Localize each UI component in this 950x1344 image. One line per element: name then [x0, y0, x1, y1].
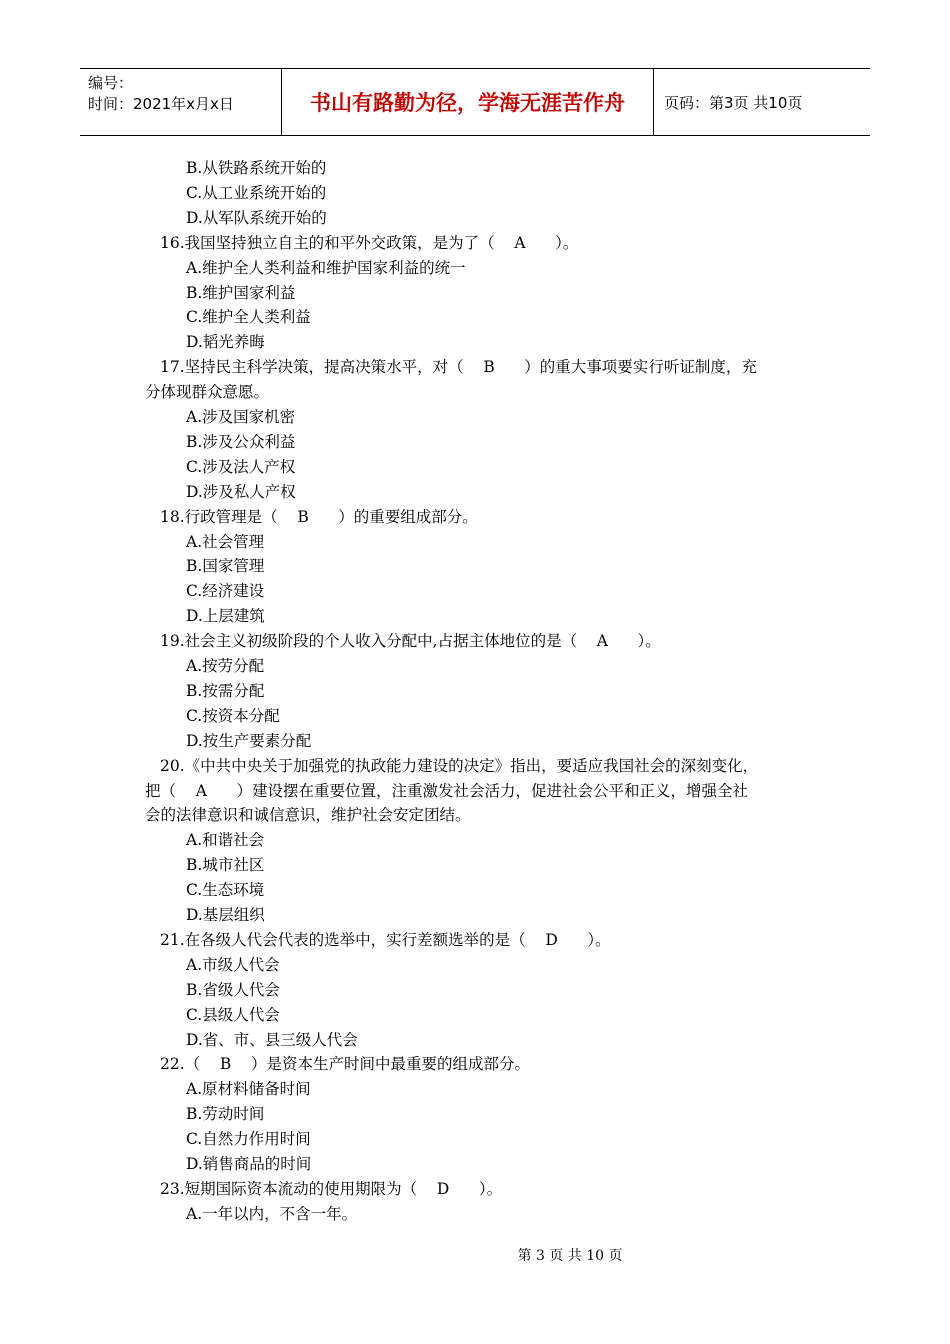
- question-text: 18.行政管理是（ B ）的重要组成部分。: [160, 507, 478, 526]
- answer-option: C.从工业系统开始的: [186, 183, 327, 202]
- answer-option: A.和谐社会: [186, 831, 265, 850]
- document-number-label: 编号：: [88, 74, 134, 92]
- answer-option: B.从铁路系统开始的: [186, 159, 327, 177]
- answer-option: D.韬光养晦: [186, 333, 265, 352]
- answer-option: D.省、市、县三级人代会: [186, 1030, 358, 1049]
- answer-option: B.省级人代会: [186, 980, 280, 999]
- answer-option: D.按生产要素分配: [186, 731, 312, 750]
- answer-option: A.原材料储备时间: [186, 1080, 311, 1099]
- question-text: 19.社会主义初级阶段的个人收入分配中,占据主体地位的是（ A ）。: [160, 632, 661, 651]
- answer-option: A.社会管理: [186, 532, 265, 551]
- question-text: 17.坚持民主科学决策，提高决策水平，对（ B ）的重大事项要实行听证制度，充: [160, 358, 757, 377]
- question-text-continued: 分体现群众意愿。: [145, 383, 270, 402]
- answer-option: C.按资本分配: [186, 706, 280, 725]
- answer-option: A.涉及国家机密: [186, 408, 296, 426]
- answer-option: D.从军队系统开始的: [186, 208, 327, 227]
- question-text-continued: 把（ A ）建设摆在重要位置，注重激发社会活力，促进社会公平和正义，增强全社: [145, 781, 748, 800]
- question-text: 22.（ B ）是资本生产时间中最重要的组成部分。: [160, 1055, 530, 1074]
- answer-option: D.上层建筑: [186, 607, 265, 626]
- question-text: 23.短期国际资本流动的使用期限为（ D ）。: [160, 1179, 503, 1198]
- answer-option: C.自然力作用时间: [186, 1130, 311, 1149]
- page-footer: 第 3 页 共 10 页: [517, 1248, 623, 1264]
- question-text-continued: 会的法律意识和诚信意识，维护社会安定团结。: [145, 806, 471, 825]
- answer-option: C.经济建设: [186, 582, 265, 601]
- answer-option: B.涉及公众利益: [186, 432, 296, 451]
- answer-option: C.涉及法人产权: [186, 457, 296, 476]
- answer-option: B.维护国家利益: [186, 283, 296, 302]
- answer-option: D.基层组织: [186, 906, 265, 924]
- header-page-info: 页码：第3页 共10页: [664, 93, 803, 112]
- answer-option: A.按劳分配: [186, 657, 265, 675]
- question-text: 20.《中共中央关于加强党的执政能力建设的决定》指出，要适应我国社会的深刻变化，: [160, 756, 759, 775]
- answer-option: B.劳动时间: [186, 1105, 265, 1124]
- answer-option: D.销售商品的时间: [186, 1155, 312, 1173]
- answer-option: B.按需分配: [186, 681, 265, 700]
- answer-option: B.国家管理: [186, 557, 265, 576]
- header-motto: 书山有路勤为径，学海无涯苦作舟: [282, 69, 654, 135]
- answer-option: D.涉及私人产权: [186, 482, 296, 501]
- question-text: 21.在各级人代会代表的选举中，实行差额选举的是（ D ）。: [160, 930, 611, 949]
- answer-option: A.维护全人类利益和维护国家利益的统一: [186, 258, 466, 277]
- answer-option: B.城市社区: [186, 856, 265, 875]
- answer-option: A.市级人代会: [186, 955, 280, 974]
- page-header: [80, 68, 870, 136]
- answer-option: C.生态环境: [186, 881, 265, 900]
- answer-option: A.一年以内，不含一年。: [186, 1204, 358, 1223]
- answer-option: C.维护全人类利益: [186, 308, 311, 327]
- question-text: 16.我国坚持独立自主的和平外交政策，是为了（ A ）。: [160, 233, 579, 252]
- header-meta: [80, 69, 282, 135]
- answer-option: C.县级人代会: [186, 1005, 280, 1024]
- document-time-label: 时间：2021年x月x日: [88, 95, 234, 113]
